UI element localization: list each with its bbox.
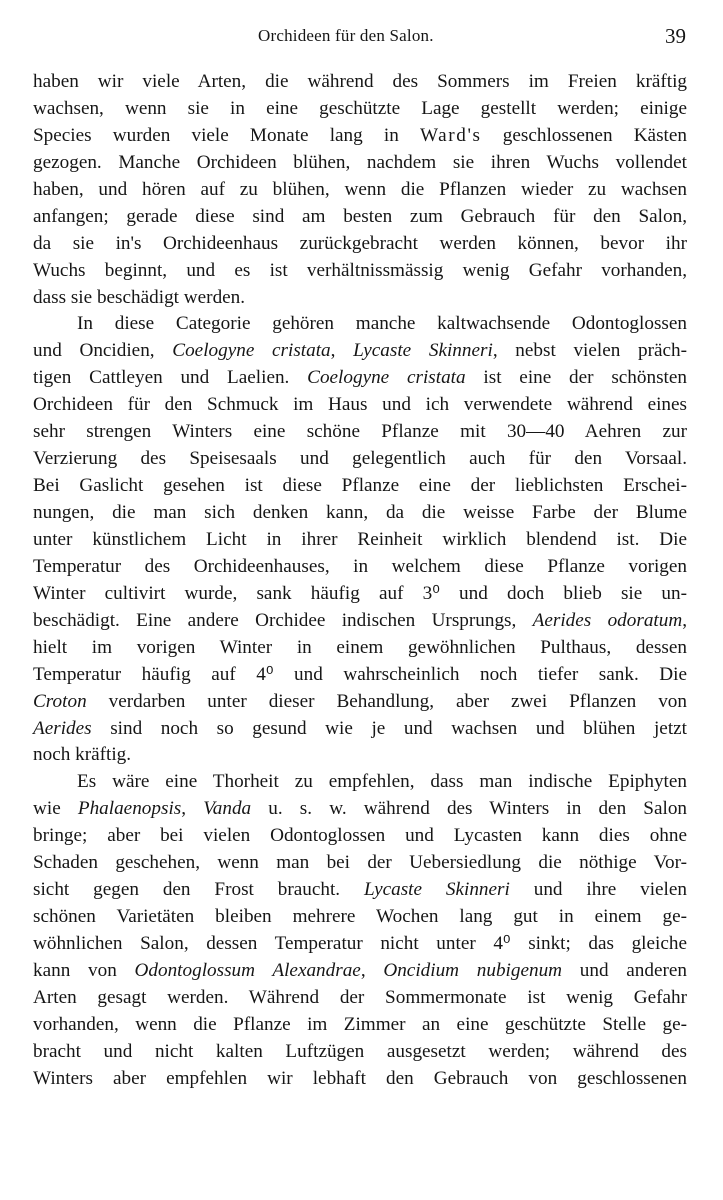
text-line: und Oncidien, Coelogyne cristata, Lycaste Skinneri, nebst vielen präch- (33, 340, 688, 362)
text-line: Es wäre eine Thorheit zu empfehlen, dass man indische Epiphyten (77, 771, 687, 793)
text-line: Schaden geschehen, wenn man bei der Uebersiedlung die nöthige Vor- (33, 852, 687, 874)
text-line: Wuchs beginnt, und es ist verhältnissmässig wenig Gefahr vorhanden, (33, 259, 687, 281)
text-line: nungen, die man sich denken kann, da die weisse Farbe der Blume (33, 502, 687, 523)
text-line: Arten gesagt werden. Während der Sommermonate ist wenig Gefahr (33, 986, 687, 1008)
text-line: Species wurden viele Monate lang in Ward's geschlossenen Kästen (33, 124, 687, 146)
text-line: wie Phalaenopsis, Vanda u. s. w. während des Winters in den Salon (33, 798, 688, 820)
body-text (33, 69, 687, 1093)
text-line: da sie in's Orchideenhaus zurückgebracht werden können, bevor ihr (33, 232, 687, 254)
text-line: Bei Gaslicht gesehen ist diese Pflanze eine der lieblichsten Erschei- (33, 475, 687, 497)
text-line: bracht und nicht kalten Luftzügen ausgesetzt werden; während des (33, 1040, 687, 1062)
text-line: kann von Odontoglossum Alexandrae, Oncidium nubigenum und anderen (33, 959, 687, 981)
text-line: sicht gegen den Frost braucht. Lycaste Skinneri und ihre vielen (33, 879, 687, 901)
text-line: hielt im vorigen Winter in einem gewöhnlichen Pulthaus, dessen (33, 636, 687, 658)
text-line: Temperatur häufig auf 4⁰ und wahrscheinlich noch tiefer sank. Die (33, 663, 687, 685)
text-line: haben wir viele Arten, die während des Sommers im Freien kräftig (33, 71, 687, 92)
text-line: anfangen; gerade diese sind am besten zum Gebrauch für den Salon, (33, 205, 687, 227)
text-line: Verzierung des Speisesaals und gelegentlich auch für den Vorsaal. (33, 448, 687, 470)
text-line: bringe; aber bei vielen Odontoglossen und Lycasten kann dies ohne (33, 825, 687, 847)
text-line: sehr strengen Winters eine schöne Pflanze mit 30—40 Aehren zur (33, 421, 687, 443)
text-line: In diese Categorie gehören manche kaltwachsende Odontoglossen (77, 313, 687, 335)
page-number: 39 (665, 24, 686, 48)
text-line: tigen Cattleyen und Laelien. Coelogyne cristata ist eine der schönsten (33, 367, 687, 389)
text-line: unter künstlichem Licht in ihrer Reinheit wirklich blendend ist. Die (33, 528, 687, 550)
text-line: gezogen. Manche Orchideen blühen, nachdem sie ihren Wuchs vollendet (33, 151, 687, 173)
text-line: schönen Varietäten bleiben mehrere Wochen lang gut in einem ge- (33, 906, 687, 928)
text-line: noch kräftig. (33, 744, 132, 766)
text-line: haben, und hören auf zu blühen, wenn die Pflanzen wieder zu wachsen (33, 178, 687, 200)
text-line: Winters aber empfehlen wir lebhaft den Gebrauch von geschlossenen (33, 1067, 687, 1089)
text-line: Aerides sind noch so gesund wie je und wachsen und blühen jetzt (33, 717, 687, 739)
running-head-title: Orchideen für den Salon. (258, 26, 434, 45)
text-line: beschädigt. Eine andere Orchidee indischen Ursprungs, Aerides odoratum, (33, 609, 687, 631)
text-line: dass sie beschädigt werden. (33, 286, 246, 308)
text-line: vorhanden, wenn die Pflanze im Zimmer an eine geschützte Stelle ge- (33, 1013, 687, 1035)
running-header (0, 22, 723, 52)
text-line: Temperatur des Orchideenhauses, in welchem diese Pflanze vorigen (33, 555, 687, 577)
text-line: Croton verdarben unter dieser Behandlung, aber zwei Pflanzen von (33, 690, 687, 712)
text-line: Orchideen für den Schmuck im Haus und ich verwendete während eines (33, 394, 687, 416)
text-line: wachsen, wenn sie in eine geschützte Lage gestellt werden; einige (33, 97, 687, 119)
text-line: wöhnlichen Salon, dessen Temperatur nicht unter 4⁰ sinkt; das gleiche (33, 933, 687, 954)
text-line: Winter cultivirt wurde, sank häufig auf 3⁰ und doch blieb sie un- (33, 582, 687, 604)
